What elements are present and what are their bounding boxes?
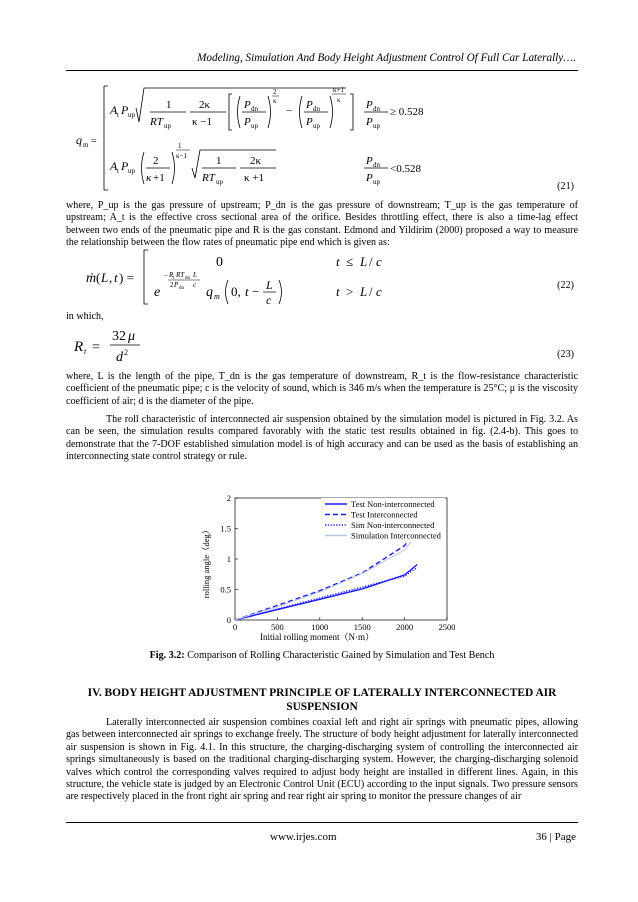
- svg-text:m: m: [214, 292, 220, 301]
- figure-label: Fig. 3.2:: [149, 650, 185, 661]
- svg-text:2: 2: [273, 88, 277, 96]
- equation-23: [66, 323, 186, 365]
- svg-text:A: A: [110, 159, 118, 173]
- x-tick-label: 2000: [396, 622, 414, 632]
- svg-text:e: e: [154, 285, 161, 300]
- equation-21-graphic: [66, 78, 578, 198]
- svg-text:0,: 0,: [231, 284, 241, 299]
- svg-text:1: 1: [178, 142, 182, 150]
- svg-text:−: −: [164, 272, 168, 280]
- svg-text:μ: μ: [128, 329, 136, 344]
- svg-text:L: L: [266, 278, 273, 292]
- equation-23-graphic: [66, 323, 186, 365]
- svg-text:0: 0: [216, 255, 223, 270]
- svg-text:,: ,: [109, 270, 113, 285]
- paragraph-4: Laterally interconnected air suspension combines coaxial left and right air springs with pneumatic pipes, allowing gas between interconnected air springs to exchange freely. The structure of body height adjustment for laterally interconnected air suspension is shown in Fig. 4.1. In this structure, the charging-discharging system of controlling the interconnected air springs simultaneously is based on the traditional charging-discharging system. However, the charging-discharging solenoid valves which control the corresponding valves required to adjust body height are installed in different lines. Again, in this structure, the vehicle state is judged by an Electronic Control Unit (ECU) according to the input signals. Two pressure sensors are respectively placed in the front right air spring and rear right air spring to monitor the pressure changes of air: [66, 717, 578, 803]
- series-line-3: [235, 568, 417, 621]
- svg-text:dn: dn: [251, 105, 258, 113]
- equation-22: [66, 246, 578, 308]
- svg-text:1: 1: [166, 99, 172, 111]
- legend-entry: Sim Non-interconnected: [351, 520, 435, 530]
- svg-text:1: 1: [216, 155, 222, 167]
- legend-entry: Test Interconnected: [351, 509, 418, 520]
- svg-text:−: −: [286, 105, 293, 117]
- x-axis-label: Initial rolling moment（N·m）: [260, 632, 374, 642]
- svg-text:c: c: [376, 254, 382, 269]
- legend-entry: Test Non-interconnected: [351, 499, 435, 509]
- in-which-label: in which,: [66, 311, 104, 322]
- equation-21-number: (21): [557, 181, 574, 192]
- svg-text:dn: dn: [185, 276, 190, 281]
- svg-text:κ: κ: [337, 96, 341, 104]
- equation-22-number: (22): [557, 280, 574, 291]
- svg-text:P: P: [306, 116, 313, 128]
- svg-text:t: t: [84, 347, 87, 356]
- x-tick-label: 500: [271, 622, 284, 632]
- y-tick-label: 0: [226, 615, 231, 625]
- section-title: IV. BODY HEIGHT ADJUSTMENT PRINCIPLE OF LATERALLY INTERCONNECTED AIR SUSPENSION: [87, 687, 557, 713]
- figure-caption-text: Comparison of Rolling Characteristic Gained by Simulation and Test Bench: [187, 650, 495, 661]
- svg-text:t: t: [117, 167, 119, 175]
- svg-text:−: −: [252, 284, 260, 299]
- paragraph-1: where, P_up is the gas pressure of upstream; P_dn is the gas pressure of downstream; T_up is the gas temperature of upstream; A_t is the effective cross sectional area of the orifice. Besides throttling effect, there is also a time-lag effect between two ends of the pneumatic pipe and R is the gas constant. Edmond and Yildirim (2000) proposed a way to measure the relationship between the flow rates of pneumatic pipe end which is given as:: [66, 200, 578, 249]
- svg-text:(: (: [96, 270, 101, 285]
- svg-text:2: 2: [153, 155, 159, 167]
- svg-text:P: P: [121, 159, 129, 173]
- svg-text:L: L: [360, 254, 368, 269]
- svg-text:up: up: [373, 122, 380, 130]
- equation-23-number: (23): [557, 349, 574, 360]
- svg-text:RT: RT: [150, 116, 163, 128]
- svg-text:P: P: [366, 172, 373, 184]
- svg-text:P: P: [244, 99, 251, 111]
- svg-text:c: c: [376, 284, 382, 299]
- svg-text:dn: dn: [179, 286, 184, 291]
- figure-caption: [66, 650, 578, 661]
- svg-text:A: A: [110, 103, 118, 117]
- svg-text:t: t: [173, 276, 175, 281]
- x-tick-label: 0: [232, 622, 238, 632]
- svg-text:L: L: [360, 284, 368, 299]
- svg-text:up: up: [251, 122, 258, 130]
- svg-text:c: c: [193, 281, 197, 289]
- svg-text:+1: +1: [153, 172, 165, 184]
- eq21-condition-1: ≥ 0.528: [390, 106, 424, 118]
- x-tick-label: 1000: [311, 622, 329, 632]
- y-tick-label: 1: [226, 554, 231, 564]
- svg-text:P: P: [121, 103, 129, 117]
- svg-text:P: P: [306, 99, 313, 111]
- svg-text:t: t: [336, 284, 340, 299]
- svg-text:P: P: [244, 116, 251, 128]
- svg-text:) =: ) =: [119, 270, 134, 285]
- svg-text:32: 32: [112, 329, 126, 344]
- svg-text:d: d: [116, 350, 123, 365]
- header-rule: [66, 70, 578, 71]
- equation-22-graphic: [66, 246, 578, 308]
- svg-text:up: up: [216, 178, 223, 186]
- svg-text:κ+1: κ+1: [333, 86, 344, 94]
- figure-3-2: [195, 492, 455, 644]
- svg-text:κ: κ: [146, 172, 152, 184]
- rolling-characteristic-chart: [195, 492, 455, 644]
- svg-text:up: up: [128, 167, 135, 175]
- running-header: Modeling, Simulation And Body Height Adjustment Control Of Full Car Laterally….: [197, 52, 576, 64]
- svg-text:=: =: [92, 340, 100, 355]
- svg-text:2κ: 2κ: [250, 155, 262, 167]
- svg-text:t: t: [117, 111, 119, 119]
- svg-text:=: =: [91, 136, 97, 147]
- footer-page-number: 36 | Page: [535, 831, 576, 843]
- svg-text:≤: ≤: [346, 254, 354, 269]
- svg-text:>: >: [346, 284, 354, 299]
- svg-text:2: 2: [170, 281, 174, 289]
- svg-text:dn: dn: [373, 161, 380, 169]
- svg-text:RT: RT: [176, 271, 185, 279]
- svg-text:L: L: [193, 271, 197, 279]
- svg-text:2: 2: [124, 348, 128, 357]
- svg-text:P: P: [174, 281, 179, 289]
- svg-text:κ: κ: [273, 97, 277, 105]
- svg-text:κ−1: κ−1: [176, 152, 187, 160]
- svg-text:R: R: [74, 339, 84, 355]
- x-tick-label: 1500: [353, 622, 371, 632]
- svg-text:t: t: [336, 254, 340, 269]
- svg-text:P: P: [366, 99, 373, 111]
- series-line-4: [235, 535, 417, 620]
- paragraph-3: The roll characteristic of interconnected air suspension obtained by the simulation model is pictured in Fig. 3.2. As can be seen, the simulation results compared favorably with the static test results obtained in fig. (2.4-b). This goes to demonstrate that the 7-DOF established simulation model is of high accuracy and can be used as the basis of establishing an interconnecting state control strategy or rule.: [66, 414, 578, 463]
- paragraph-2: where, L is the length of the pipe, T_dn is the gas temperature of downstream, R_t is the flow-resistance characteristic coefficient of the pneumatic pipe; c is the velocity of sound, which is 346 m/s when the temperature is 25°C; μ is the viscosity coefficient of air; d is the diameter of the pipe.: [66, 371, 578, 407]
- y-tick-label: 1.5: [220, 523, 231, 534]
- svg-text:ṁ: ṁ: [86, 271, 97, 286]
- equation-21: [66, 78, 578, 198]
- svg-text:dn: dn: [373, 105, 380, 113]
- svg-text:2κ: 2κ: [199, 99, 211, 111]
- svg-text:q: q: [206, 285, 213, 300]
- footer-rule: [66, 822, 578, 823]
- svg-text:up: up: [313, 122, 320, 130]
- svg-text:c: c: [266, 293, 272, 307]
- svg-text:L: L: [101, 270, 109, 285]
- y-tick-label: 0.5: [220, 584, 231, 595]
- svg-text:t: t: [114, 270, 118, 285]
- y-axis-label: rolling angle（deg）: [201, 525, 211, 599]
- x-tick-label: 2500: [438, 622, 455, 632]
- svg-text:/: /: [369, 284, 373, 299]
- y-tick-label: 2: [226, 493, 231, 503]
- legend-entry: Simulation Interconnected: [351, 530, 441, 541]
- footer-url: www.irjes.com: [270, 831, 337, 843]
- svg-text:/: /: [369, 254, 373, 269]
- svg-text:P: P: [366, 155, 373, 167]
- svg-text:dn: dn: [313, 105, 320, 113]
- svg-text:P: P: [366, 116, 373, 128]
- svg-text:up: up: [373, 178, 380, 186]
- svg-text:up: up: [164, 122, 171, 130]
- svg-text:t: t: [245, 284, 249, 299]
- eq21-condition-2: <0.528: [390, 163, 421, 175]
- svg-text:RT: RT: [202, 172, 215, 184]
- svg-text:κ +1: κ +1: [244, 172, 264, 184]
- svg-text:κ −1: κ −1: [192, 116, 212, 128]
- svg-text:up: up: [128, 111, 135, 119]
- svg-text:m: m: [83, 141, 89, 149]
- svg-text:R: R: [169, 271, 174, 279]
- svg-text:q: q: [76, 133, 82, 147]
